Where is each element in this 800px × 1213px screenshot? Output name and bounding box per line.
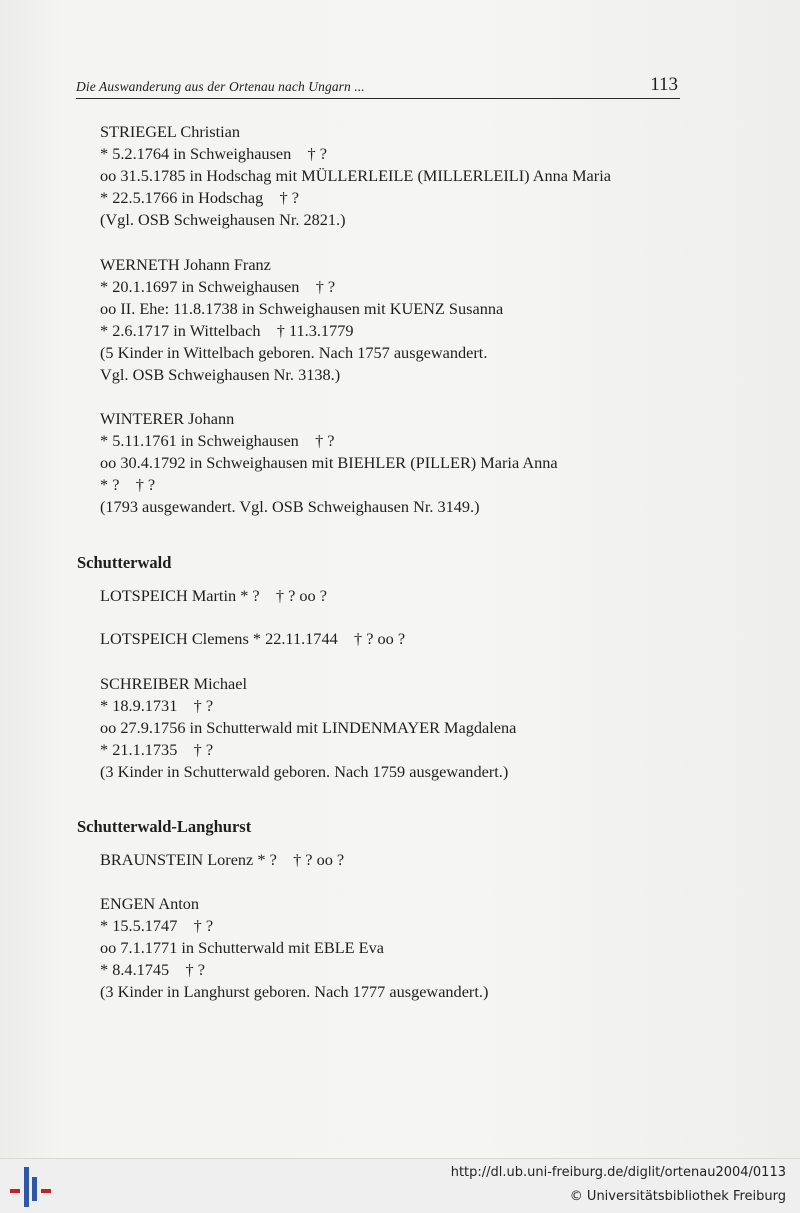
entry-line: * 8.4.1745 † ? [100, 960, 205, 979]
page-number: 113 [650, 74, 678, 95]
running-header [76, 74, 680, 99]
entry-line: SCHREIBER Michael [100, 674, 247, 693]
entry-line: * 5.2.1764 in Schweighausen † ? [100, 144, 327, 163]
entry-line: (1793 ausgewandert. Vgl. OSB Schweighausen Nr. 3149.) [100, 497, 480, 516]
entry-line: * 21.1.1735 † ? [100, 740, 214, 759]
entry-line: Vgl. OSB Schweighausen Nr. 3138.) [100, 365, 341, 384]
entry-lotspeich-clemens [100, 628, 740, 650]
entry-line: * 2.6.1717 in Wittelbach † 11.3.1779 [100, 321, 354, 340]
entry-line: ENGEN Anton [100, 894, 200, 913]
entry-braunstein [100, 849, 740, 871]
entry-line: * 15.5.1747 † ? [100, 916, 214, 935]
entry-lotspeich-martin [100, 585, 740, 607]
entry-schreiber [100, 673, 740, 783]
entry-line: (3 Kinder in Schutterwald geboren. Nach 1759 ausgewandert.) [100, 762, 509, 781]
permalink-url[interactable]: http://dl.ub.uni-freiburg.de/diglit/ortenau2004/0113 [450, 1165, 786, 1180]
entry-line: * 22.5.1766 in Hodschag † ? [100, 188, 299, 207]
entry-line: (Vgl. OSB Schweighausen Nr. 2821.) [100, 210, 346, 229]
entry-winterer [100, 408, 740, 518]
entry-line: WINTERER Johann [100, 409, 235, 428]
entry-line: LOTSPEICH Clemens * 22.11.1744 † ? oo ? [100, 629, 406, 648]
entry-line: LOTSPEICH Martin * ? † ? oo ? [100, 586, 327, 605]
entry-line: oo 30.4.1792 in Schweighausen mit BIEHLER (PILLER) Maria Anna [100, 453, 558, 472]
entry-line: BRAUNSTEIN Lorenz * ? † ? oo ? [100, 850, 345, 869]
entry-line: * ? † ? [100, 475, 156, 494]
section-heading-langhurst: Schutterwald-Langhurst [77, 817, 252, 836]
entry-line: (5 Kinder in Wittelbach geboren. Nach 1757 ausgewandert. [100, 343, 488, 362]
entry-striegel [100, 121, 740, 231]
entry-line: * 18.9.1731 † ? [100, 696, 214, 715]
viewer-footer [0, 1158, 800, 1213]
entry-line: oo II. Ehe: 11.8.1738 in Schweighausen mit KUENZ Susanna [100, 299, 504, 318]
entry-line: oo 7.1.1771 in Schutterwald mit EBLE Eva [100, 938, 384, 957]
entry-werneth [100, 254, 740, 386]
entry-line: oo 27.9.1756 in Schutterwald mit LINDENMAYER Magdalena [100, 718, 517, 737]
ub-freiburg-logo-icon [10, 1167, 54, 1207]
copyright-notice: © Universitätsbibliothek Freiburg [569, 1189, 786, 1204]
entry-line: * 5.11.1761 in Schweighausen † ? [100, 431, 335, 450]
entry-engen [100, 893, 740, 1003]
section-heading-schutterwald: Schutterwald [77, 553, 172, 572]
entry-line: * 20.1.1697 in Schweighausen † ? [100, 277, 336, 296]
entry-line: WERNETH Johann Franz [100, 255, 271, 274]
entry-line: STRIEGEL Christian [100, 122, 241, 141]
running-header-title: Die Auswanderung aus der Ortenau nach Ungarn ... [76, 79, 365, 94]
entry-line: (3 Kinder in Langhurst geboren. Nach 1777 ausgewandert.) [100, 982, 489, 1001]
entry-line: oo 31.5.1785 in Hodschag mit MÜLLERLEILE (MILLERLEILI) Anna Maria [100, 166, 611, 185]
